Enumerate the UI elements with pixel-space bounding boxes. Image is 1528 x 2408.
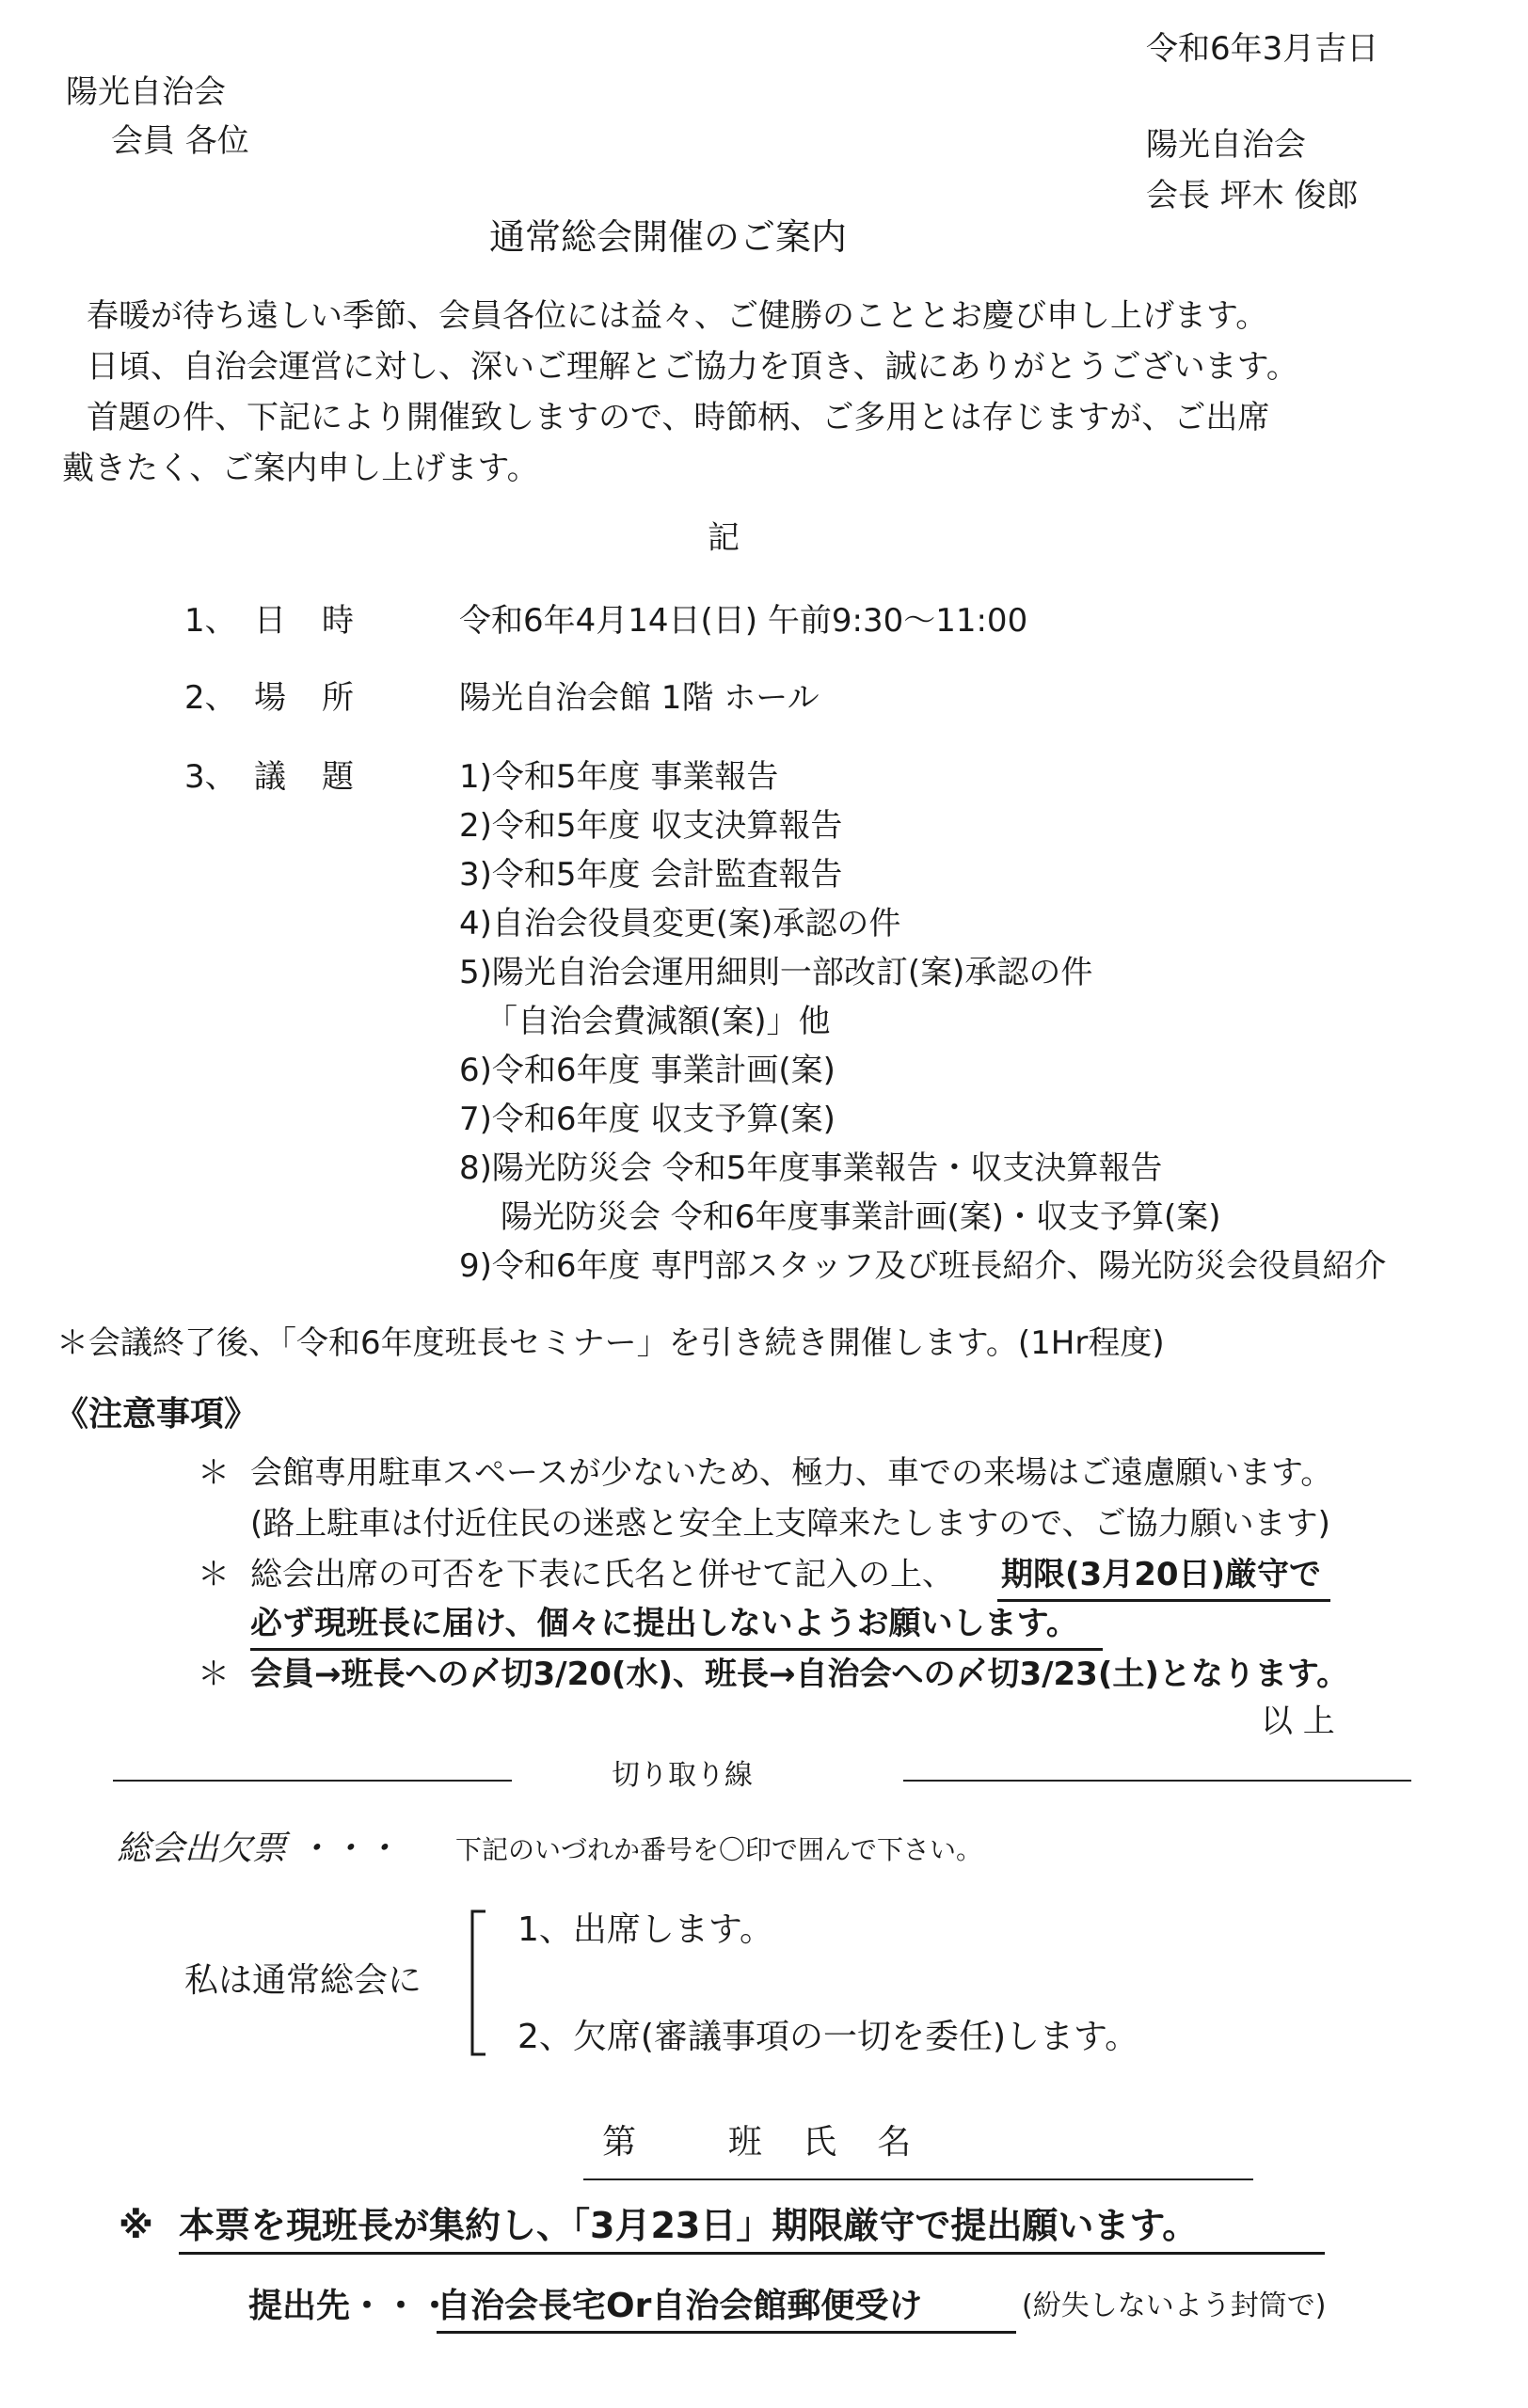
notes-heading: 《注意事項》 xyxy=(55,1395,259,1434)
recipient: 会員 各位 xyxy=(111,122,249,160)
item-datetime-num: 1、 xyxy=(184,602,237,640)
option-absent[interactable]: 2、欠席(審議事項の一切を委任)します。 xyxy=(517,2018,1139,2056)
form-prefix: 私は通常総会に xyxy=(184,1961,422,2000)
agenda-item: 7)令和6年度 収支予算(案) xyxy=(459,1101,836,1138)
cut-line-label: 切り取り線 xyxy=(612,1759,753,1792)
sender-org: 陽光自治会 xyxy=(1146,126,1306,164)
submit-target: 自治会長宅Or自治会館郵便受け xyxy=(437,2287,923,2325)
cut-line-right xyxy=(903,1780,1411,1782)
body-line-4: 戴きたく、ご案内申し上げます。 xyxy=(62,450,539,487)
agenda-item-sub: 陽光防災会 令和6年度事業計画(案)・収支予算(案) xyxy=(501,1198,1221,1236)
form-title: 総会出欠票 ・・・ xyxy=(117,1830,399,1868)
agenda-item: 5)陽光自治会運用細則一部改訂(案)承認の件 xyxy=(459,954,1093,991)
item-agenda-label: 議 題 xyxy=(254,758,367,796)
item-datetime-label: 日 時 xyxy=(254,602,367,640)
footer-mark: ※ xyxy=(119,2205,153,2246)
cut-line-left xyxy=(113,1780,512,1782)
agenda-item: 9)令和6年度 専門部スタッフ及び班長紹介、陽光防災会役員紹介 xyxy=(459,1247,1387,1285)
ijo-mark: 以 上 xyxy=(1261,1703,1335,1740)
item-datetime-value: 令和6年4月14日(日) 午前9:30～11:00 xyxy=(459,602,1028,640)
name-line[interactable] xyxy=(583,2178,1253,2180)
item-place-num: 2、 xyxy=(184,679,237,717)
seminar-note: ＊会議終了後、「令和6年度班長セミナー」を引き続き開催します。(1Hr程度) xyxy=(56,1324,1165,1362)
item-agenda-num: 3、 xyxy=(184,758,237,796)
note-mark: ＊ xyxy=(198,1454,230,1492)
agenda-item: 3)令和5年度 会計監査報告 xyxy=(459,856,843,894)
sender-name: 会長 坪木 俊郎 xyxy=(1146,177,1359,214)
note-mark: ＊ xyxy=(198,1556,230,1593)
page-title: 通常総会開催のご案内 xyxy=(489,216,848,258)
body-line-3: 首題の件、下記により開催致しますので、時節柄、ご多用とは存じますが、ご出席 xyxy=(87,399,1270,436)
submit-underline xyxy=(437,2331,1016,2334)
body-line-2: 日頃、自治会運営に対し、深いご理解とご協力を頂き、誠にありがとうございます。 xyxy=(87,348,1298,386)
issue-date: 令和6年3月吉日 xyxy=(1146,30,1379,68)
note-2-underline xyxy=(250,1648,1103,1651)
agenda-item: 6)令和6年度 事業計画(案) xyxy=(459,1052,836,1089)
item-place-label: 場 所 xyxy=(254,679,367,717)
ki-mark: 記 xyxy=(708,519,740,557)
agenda-item: 4)自治会役員変更(案)承認の件 xyxy=(459,905,901,943)
note-2-deadline: 期限(3月20日)厳守で xyxy=(1001,1556,1322,1593)
agenda-item: 1)令和5年度 事業報告 xyxy=(459,758,779,796)
note-2-line-1-plain: 総会出席の可否を下表に氏名と併せて記入の上、 xyxy=(250,1556,954,1593)
note-3: 会員→班長への〆切3/20(水)、班長→自治会への〆切3/23(土)となります。 xyxy=(250,1656,1349,1693)
recipient-org: 陽光自治会 xyxy=(66,73,226,111)
body-line-1: 春暖が待ち遠しい季節、会員各位には益々、ご健勝のこととお慶び申し上げます。 xyxy=(87,297,1268,335)
submit-label: 提出先・・・ xyxy=(248,2287,453,2325)
name-line-label: 第 班氏名 xyxy=(602,2123,952,2162)
item-place-value: 陽光自治会館 1階 ホール xyxy=(459,679,820,717)
note-mark: ＊ xyxy=(198,1656,230,1693)
footer-underline xyxy=(179,2252,1325,2255)
deadline-underline xyxy=(997,1599,1330,1602)
agenda-item-sub: 「自治会費減額(案)」他 xyxy=(485,1003,831,1040)
note-2-line-2: 必ず現班長に届け、個々に提出しないようお願いします。 xyxy=(250,1605,1078,1642)
option-attend[interactable]: 1、出席します。 xyxy=(517,1910,774,1949)
submit-note: (紛失しないよう封筒で) xyxy=(1022,2289,1327,2322)
form-instruction: 下記のいづれか番号を〇印で囲んで下さい。 xyxy=(455,1834,983,1865)
option-bracket xyxy=(465,1908,493,2058)
footer-line-1: 本票を現班長が集約し、「3月23日」期限厳守で提出願います。 xyxy=(179,2205,1199,2246)
note-1-line-1: 会館専用駐車スペースが少ないため、極力、車での来場はご遠慮願います。 xyxy=(250,1454,1333,1492)
agenda-item: 2)令和5年度 収支決算報告 xyxy=(459,807,843,845)
agenda-item: 8)陽光防災会 令和5年度事業報告・収支決算報告 xyxy=(459,1149,1163,1187)
note-1-line-2: (路上駐車は付近住民の迷惑と安全上支障来たしますので、ご協力願います) xyxy=(250,1505,1330,1543)
